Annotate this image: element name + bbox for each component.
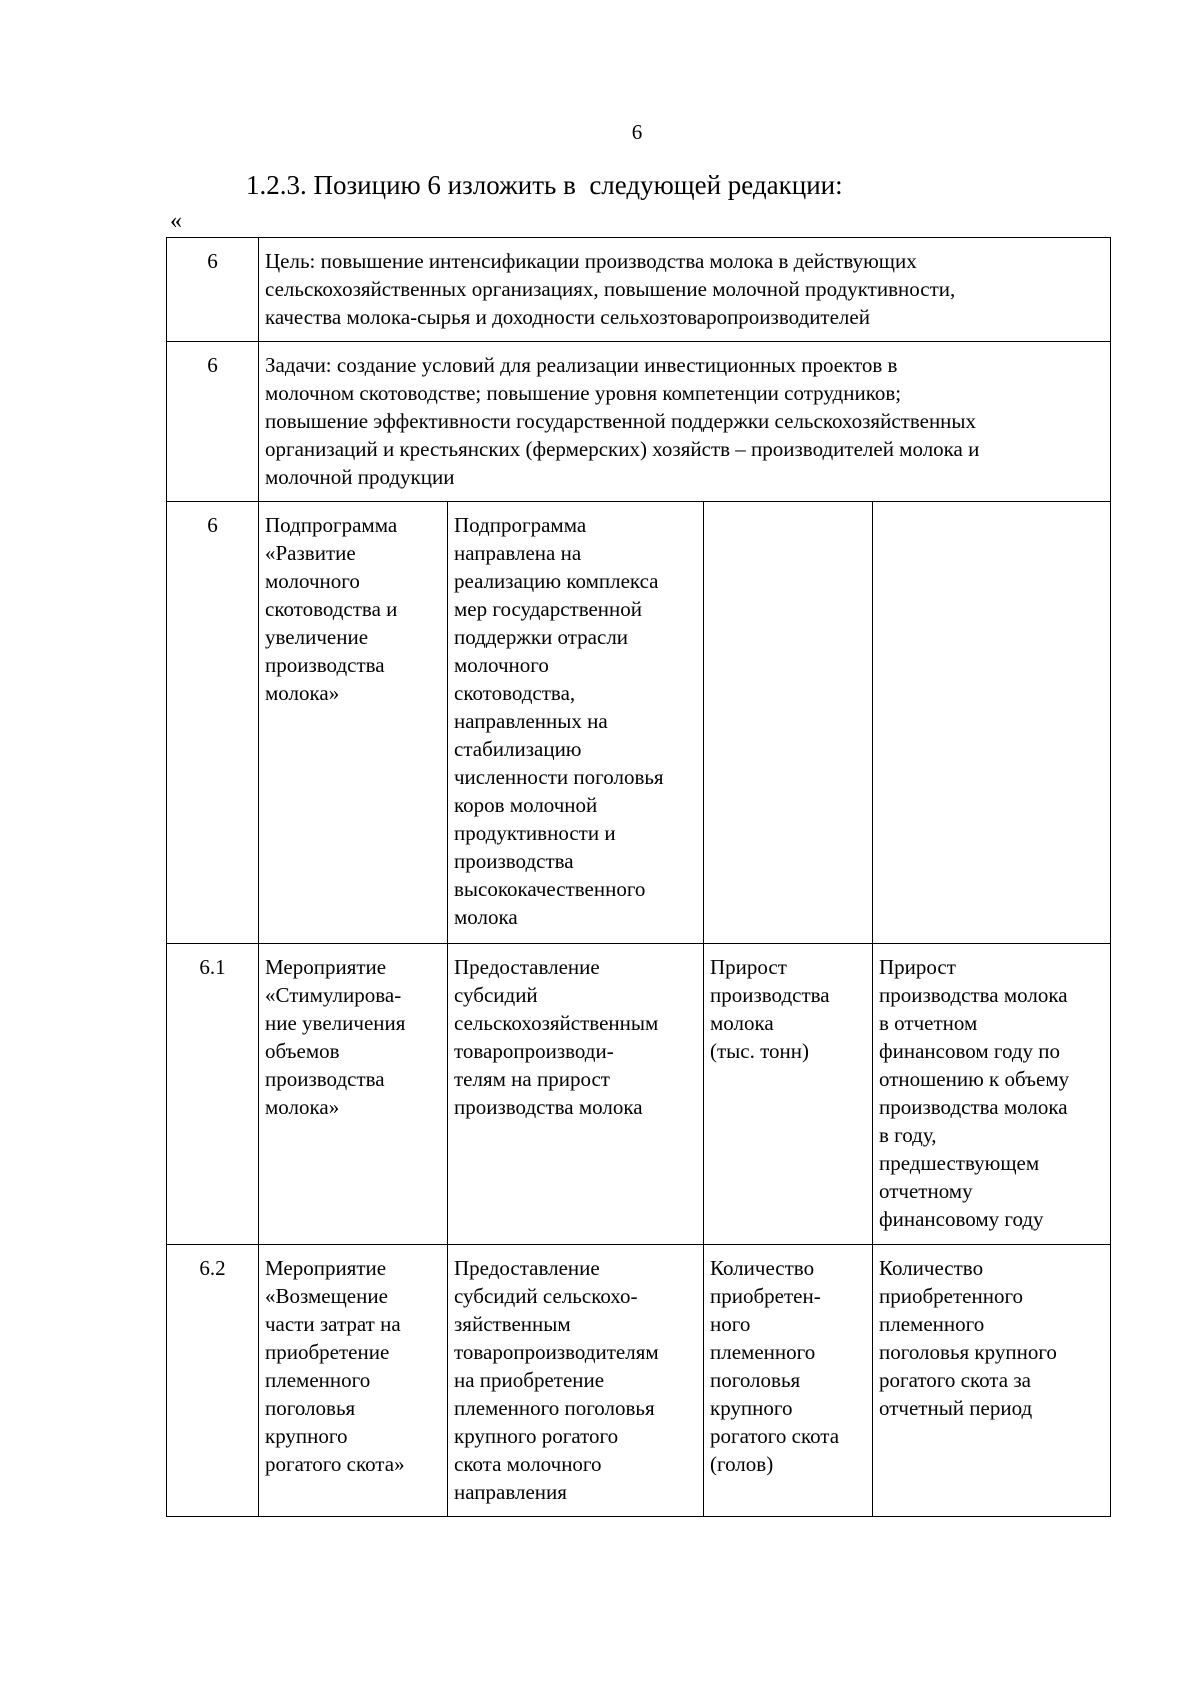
item-description: Предоставление субсидий сельскохозяйственным товаропроизводи- телям на прирост производства молока — [448, 944, 704, 1245]
amendment-heading: 1.2.3. Позицию 6 изложить в следующей редакции: — [246, 170, 843, 200]
item-method: Количество приобретенного племенного поголовья крупного рогатого скота за отчетный период — [873, 1245, 1111, 1517]
item-method: Прирост производства молока в отчетном финансовом году по отношению к объему производства молока в году, предшествующем отчетному финансовому году — [873, 944, 1111, 1245]
item-indicator: Прирост производства молока (тыс. тонн) — [704, 944, 873, 1245]
item-name: Мероприятие «Возмещение части затрат на приобретение племенного поголовья крупного рогатого скота» — [259, 1245, 448, 1517]
row-number: 6 — [167, 238, 259, 342]
table-row-measure-6-2 — [167, 1245, 1111, 1517]
item-name: Подпрограмма «Развитие молочного скотоводства и увеличение производства молока» — [259, 502, 448, 944]
item-indicator: Количество приобретен- ного племенного поголовья крупного рогатого скота (голов) — [704, 1245, 873, 1517]
opening-quote-mark: « — [170, 208, 182, 234]
item-description: Подпрограмма направлена на реализацию комплекса мер государственной поддержки отрасли молочного скотоводства, направленных на стабилизацию численности поголовья коров молочной продуктивности и производства высококачественного молока — [448, 502, 704, 944]
item-description: Предоставление субсидий сельскохо- зяйственным товаропроизводителям на приобретение племенного поголовья крупного рогатого скота молочного направления — [448, 1245, 704, 1517]
row-number: 6 — [167, 342, 259, 502]
row-number: 6.1 — [167, 944, 259, 1245]
table-row-goal — [167, 238, 1111, 342]
table-row-tasks — [167, 342, 1111, 502]
item-method — [873, 502, 1111, 944]
page-number: 6 — [631, 120, 643, 144]
item-indicator — [704, 502, 873, 944]
table-row-measure-6-1 — [167, 944, 1111, 1245]
row-number: 6.2 — [167, 1245, 259, 1517]
tasks-text: Задачи: создание условий для реализации инвестиционных проектов в молочном скотоводстве; повышение уровня компетенции сотрудников; повышение эффективности государственной поддержки сельскохозяйственных организаций и крестьянских (фермерских) хозяйств – производителей молока и молочной продукции — [259, 342, 1111, 502]
table-row-subprogram — [167, 502, 1111, 944]
item-name: Мероприятие «Стимулирова- ние увеличения объемов производства молока» — [259, 944, 448, 1245]
positions-table — [166, 237, 1111, 1517]
goal-text: Цель: повышение интенсификации производства молока в действующих сельскохозяйственных организациях, повышение молочной продуктивности, качества молока-сырья и доходности сельхозтоваропроизводителей — [259, 238, 1111, 342]
row-number: 6 — [167, 502, 259, 944]
